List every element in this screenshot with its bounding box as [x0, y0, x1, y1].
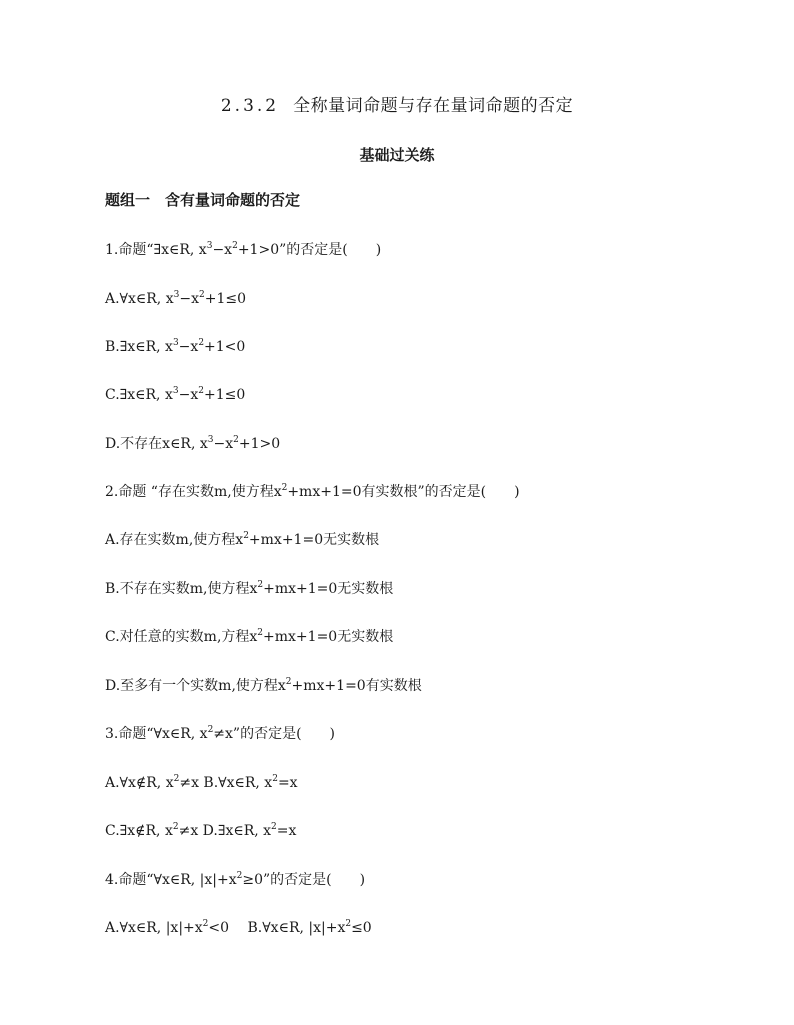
section-title — [0, 91, 794, 116]
question-1-stem: 1.命题“∃x∈R, $x^3-x^2+1>0$”的否定是( ) — [105, 241, 382, 258]
subtitle: 基础过关练 — [359, 146, 435, 164]
question-1-option-b: B.∃x∈R, $x^3-x^2+1<0$ — [105, 338, 246, 355]
question-2-option-b: B.不存在实数m,使方程$x^2+mx+1=0$无实数根 — [105, 580, 394, 597]
question-4-options-ab: A.∀x∈R, $|x|+x^2<0$ B.∀x∈R, $|x|+x^2\le 0$ — [105, 919, 372, 936]
question-2-option-d: D.至多有一个实数m,使方程$x^2+mx+1=0$有实数根 — [105, 677, 422, 694]
question-1-option-a: A.∀x∈R, $x^3-x^2+1\le 0$ — [105, 290, 246, 307]
section-title-text: 全称量词命题与存在量词命题的否定 — [293, 96, 574, 116]
question-3-options-ab: A.∀x∉R, $x^2\ne x$ B.∀x∈R, $x^2=x$ — [105, 774, 298, 791]
group-title: 题组一 含有量词命题的否定 — [105, 191, 301, 209]
question-2-stem: 2.命题 “存在实数m,使方程$x^2+mx+1=0$有实数根”的否定是( ) — [105, 483, 520, 500]
question-3-stem: 3.命题“∀x∈R, $x^2\ne x$”的否定是( ) — [105, 725, 336, 742]
question-1-option-c: C.∃x∈R, $x^3-x^2+1\le 0$ — [105, 386, 246, 403]
question-2-option-a: A.存在实数m,使方程$x^2+mx+1=0$无实数根 — [105, 531, 380, 548]
question-1-option-d: D.不存在x∈R, $x^3-x^2+1>0$ — [105, 435, 281, 452]
section-number: 2.3.2 — [220, 96, 280, 116]
question-4-stem: 4.命题“∀x∈R, $|x|+x^2\ge 0$”的否定是( ) — [105, 871, 366, 888]
question-3-options-cd: C.∃x∉R, $x^2\ne x$ D.∃x∈R, $x^2=x$ — [105, 822, 297, 839]
question-2-option-c: C.对任意的实数m,方程$x^2+mx+1=0$无实数根 — [105, 628, 394, 645]
